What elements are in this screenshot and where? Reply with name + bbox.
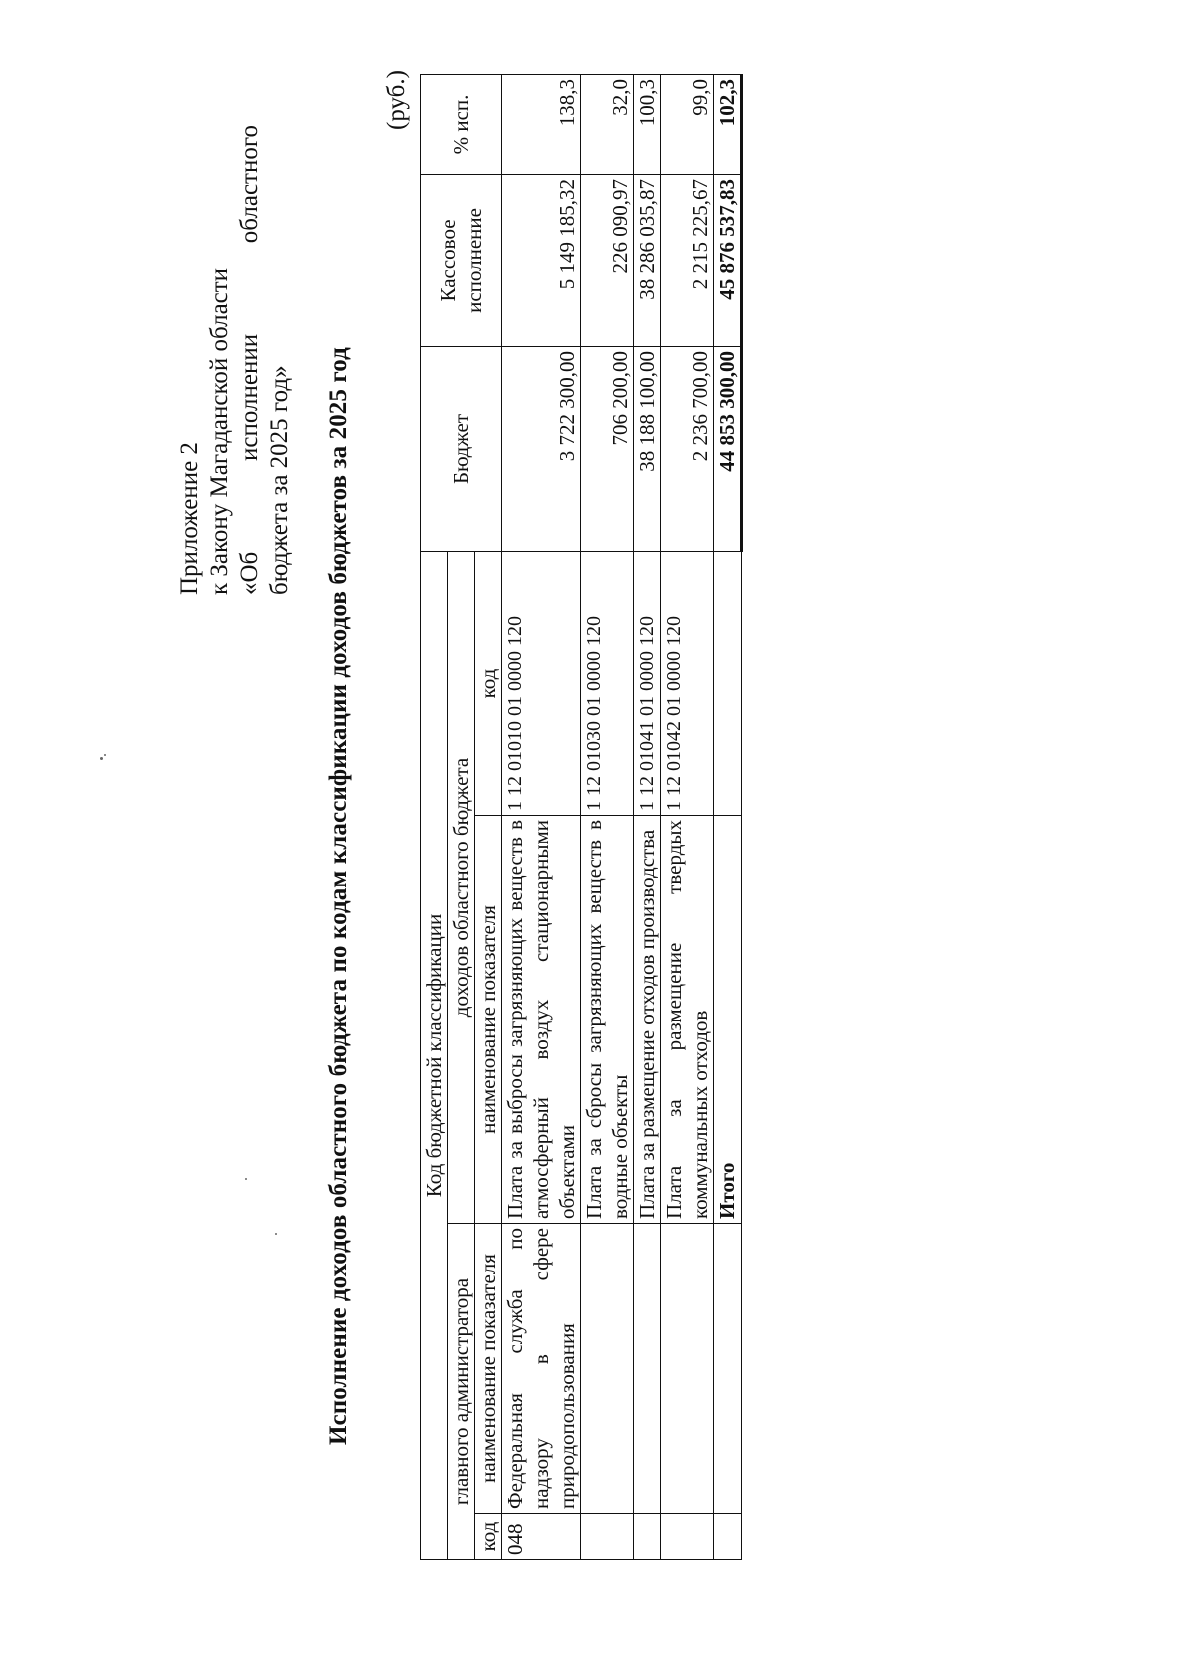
budget-cell: 2 236 700,00 <box>661 346 714 551</box>
total-label: Итого <box>714 816 742 1224</box>
header-income-code: код <box>475 551 502 815</box>
header-admin-name: наименование показателя <box>475 1224 502 1514</box>
total-cash: 45 876 537,83 <box>714 174 742 346</box>
empty-cell <box>714 551 742 815</box>
indicator-name-cell: Плата за выбросы загрязняющих веществ в атмосферный воздух стационарными объектами <box>502 816 581 1224</box>
table-row <box>502 74 581 1559</box>
cash-cell: 5 149 185,32 <box>502 174 581 346</box>
income-table <box>420 74 743 1560</box>
income-code-cell: 1 12 01010 01 0000 120 <box>502 551 581 815</box>
indicator-name-cell: Плата за сбросы загрязняющих веществ в водные объекты <box>581 816 634 1224</box>
appendix-line-4: бюджета за 2025 год» <box>266 365 293 595</box>
appendix-line-1: Приложение 2 <box>176 442 203 595</box>
percent-cell: 32,0 <box>581 74 634 174</box>
income-code-cell: 1 12 01041 01 0000 120 <box>634 551 661 815</box>
empty-cell <box>661 1514 714 1560</box>
empty-cell <box>581 1514 634 1560</box>
income-code-cell: 1 12 01030 01 0000 120 <box>581 551 634 815</box>
header-row-1 <box>421 74 448 1559</box>
budget-cell: 3 722 300,00 <box>502 346 581 551</box>
document-page <box>0 20 1150 1620</box>
percent-cell: 138,3 <box>502 74 581 174</box>
empty-cell <box>714 1514 742 1560</box>
total-percent: 102,3 <box>714 74 742 174</box>
cash-cell: 226 090,97 <box>581 174 634 346</box>
empty-cell <box>714 1224 742 1514</box>
budget-cell: 706 200,00 <box>581 346 634 551</box>
header-percent: % исп. <box>421 74 502 174</box>
table-row <box>581 74 634 1559</box>
income-code-cell: 1 12 01042 01 0000 120 <box>661 551 714 815</box>
table-row <box>634 74 661 1559</box>
admin-code-cell: 048 <box>502 1514 581 1560</box>
appendix-line-3 <box>235 125 265 595</box>
header-chief-admin: главного администратора <box>448 1224 475 1560</box>
empty-cell <box>581 1224 634 1514</box>
cash-cell: 2 215 225,67 <box>661 174 714 346</box>
percent-cell: 100,3 <box>634 74 661 174</box>
admin-name-cell: Федеральная служба по надзору в сфере природопользования <box>502 1224 581 1514</box>
header-admin-code: код <box>475 1514 502 1560</box>
indicator-name-cell: Плата за размещение отходов производства <box>634 816 661 1224</box>
header-regional-income: доходов областного бюджета <box>448 551 475 1223</box>
scan-speck <box>275 1233 277 1235</box>
header-cash: Кассовое исполнение <box>421 174 502 346</box>
empty-cell <box>634 1514 661 1560</box>
header-budget: Бюджет <box>421 346 502 551</box>
appendix-line-2: к Закону Магаданской области <box>206 267 233 595</box>
percent-cell: 99,0 <box>661 74 714 174</box>
budget-cell: 38 188 100,00 <box>634 346 661 551</box>
cash-cell: 38 286 035,87 <box>634 174 661 346</box>
table-row <box>661 74 714 1559</box>
appendix-line-3-word-2: исполнении <box>236 333 263 462</box>
empty-cell <box>661 1224 714 1514</box>
currency-unit: (руб.) <box>383 70 410 130</box>
document-title: Исполнение доходов областного бюджета по кодам классификации доходов бюджетов за 2025 год <box>325 347 352 1445</box>
scan-speck <box>245 1178 247 1180</box>
header-classification: Код бюджетной классификации <box>421 551 448 1559</box>
empty-cell <box>634 1224 661 1514</box>
appendix-line-3-word-1: «Об <box>236 551 263 595</box>
appendix-note <box>175 125 295 595</box>
scan-speck <box>104 754 106 756</box>
header-indicator-name: наименование показателя <box>475 816 502 1224</box>
total-row <box>714 74 742 1559</box>
total-budget: 44 853 300,00 <box>714 346 742 551</box>
scan-speck <box>100 757 103 760</box>
appendix-line-3-word-3: областного <box>236 125 263 244</box>
indicator-name-cell: Плата за размещение твердых коммунальных отходов <box>661 816 714 1224</box>
